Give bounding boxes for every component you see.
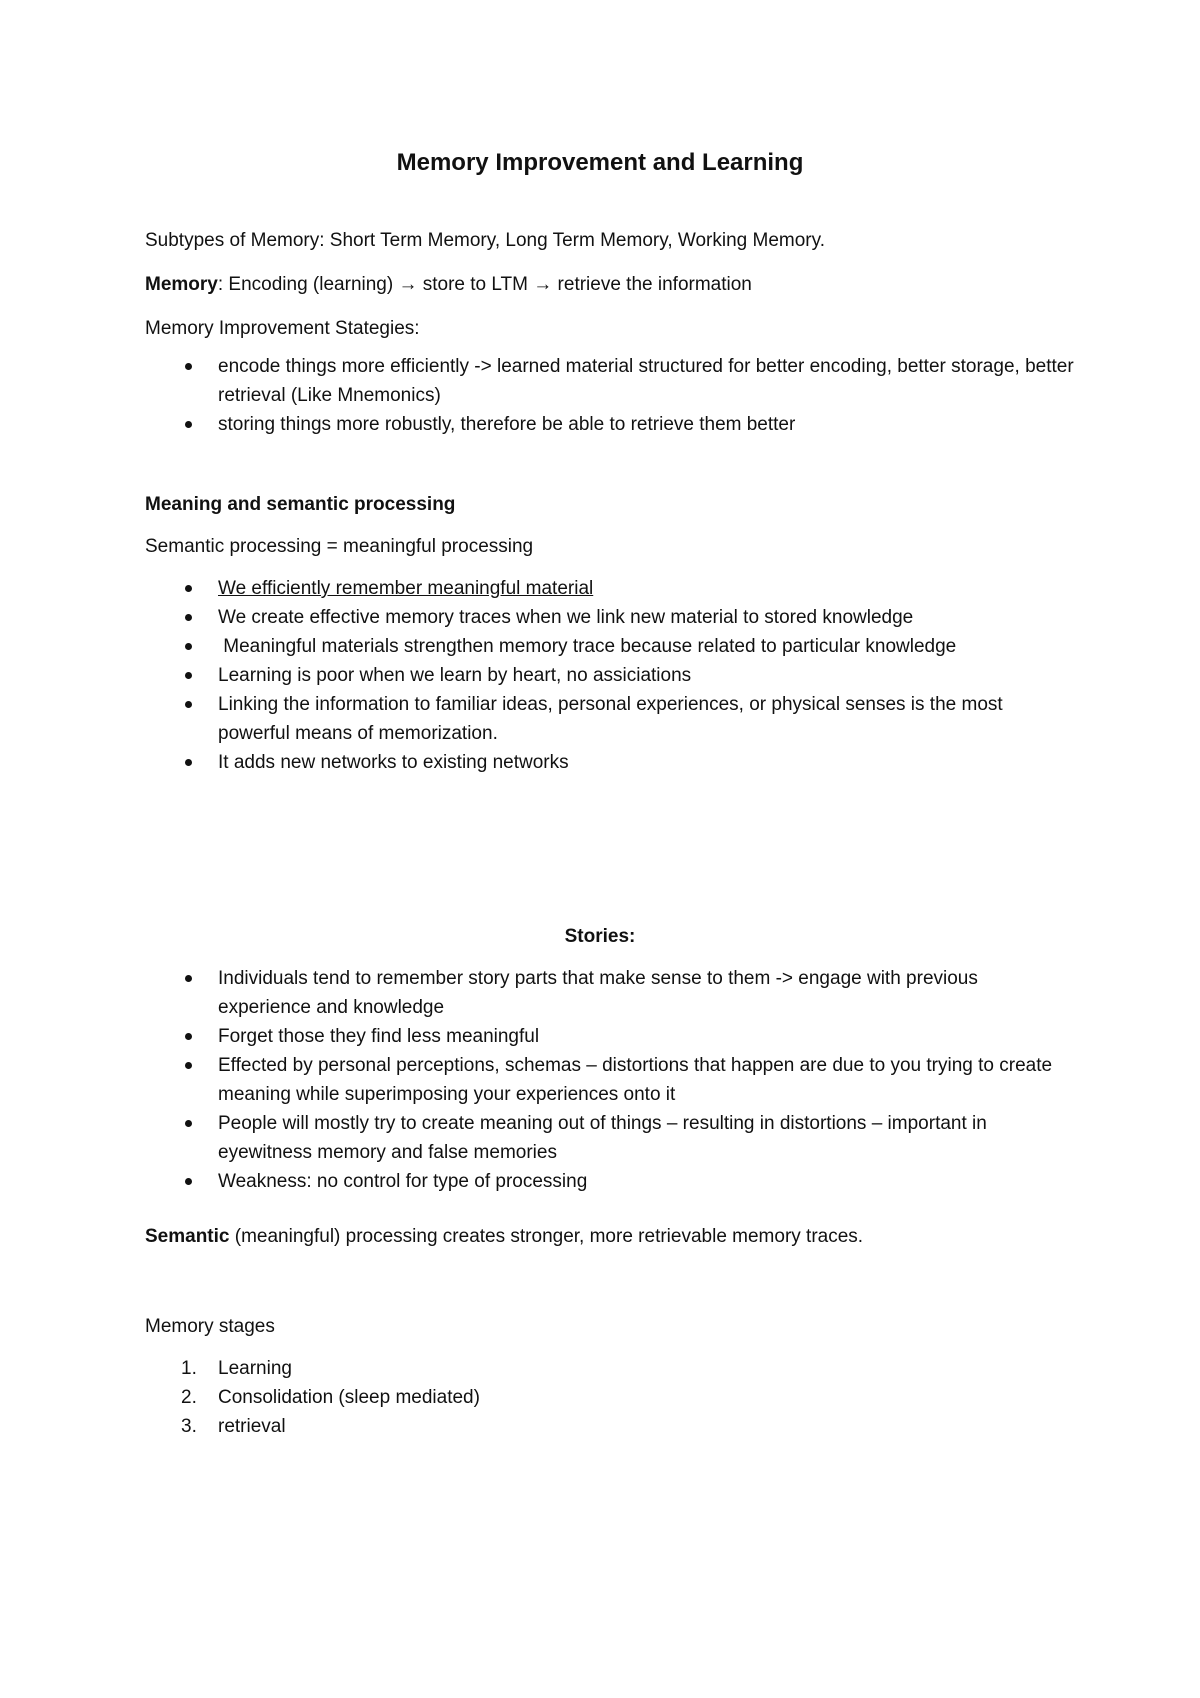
memory-step-retrieve: retrieve the information xyxy=(557,274,752,295)
memory-label: Memory xyxy=(145,274,218,295)
document-title: Memory Improvement and Learning xyxy=(396,149,804,176)
bullet-icon xyxy=(185,1178,192,1185)
strategies-heading: Memory Improvement Stategies: xyxy=(145,318,420,339)
semantic-heading: Meaning and semantic processing xyxy=(145,494,456,515)
semantic-summary xyxy=(145,1222,1075,1251)
bullet-icon xyxy=(185,363,192,370)
list-item: Linking the information to familiar ideas, personal experiences, or physical senses is the most powerful means of memorization. xyxy=(145,690,1075,748)
memory-step-encoding: Encoding (learning) xyxy=(228,274,394,295)
semantic-definition: Semantic processing = meaningful processing xyxy=(145,536,534,557)
bullet-icon xyxy=(185,975,192,982)
list-item: Forget those they find less meaningful xyxy=(145,1022,1075,1051)
list-item: We create effective memory traces when we link new material to stored knowledge xyxy=(145,603,1075,632)
bullet-icon xyxy=(185,1120,192,1127)
stages-heading: Memory stages xyxy=(145,1316,275,1337)
list-item: 1. Learning xyxy=(181,1358,292,1379)
strategies-list xyxy=(145,352,1075,439)
memory-colon: : xyxy=(217,274,229,295)
list-item: We efficiently remember meaningful material xyxy=(145,574,1075,603)
semantic-summary-bold: Semantic xyxy=(145,1226,230,1247)
list-item: Learning is poor when we learn by heart, no assiciations xyxy=(145,661,1075,690)
bullet-icon xyxy=(185,672,192,679)
bullet-icon xyxy=(185,421,192,428)
stages-list xyxy=(145,1354,1075,1441)
arrow-right-icon: → xyxy=(533,274,553,295)
memory-process-line xyxy=(145,270,1075,299)
list-item: 2. Consolidation (sleep mediated) xyxy=(181,1387,480,1408)
bullet-icon xyxy=(185,585,192,592)
semantic-points-list xyxy=(145,574,1075,777)
list-item: Effected by personal perceptions, schemas – distortions that happen are due to you trying to create meaning while superimposing your experiences onto it xyxy=(145,1051,1075,1109)
bullet-icon xyxy=(185,1033,192,1040)
list-item: Weakness: no control for type of processing xyxy=(145,1167,1075,1196)
memory-step-store: store to LTM xyxy=(422,274,528,295)
bullet-icon xyxy=(185,1062,192,1069)
list-item: storing things more robustly, therefore be able to retrieve them better xyxy=(145,410,1075,439)
list-item: 3. retrieval xyxy=(181,1416,286,1437)
list-item: People will mostly try to create meaning out of things – resulting in distortions – important in eyewitness memory and false memories xyxy=(145,1109,1075,1167)
list-item: Individuals tend to remember story parts that make sense to them -> engage with previous experience and knowledge xyxy=(145,964,1075,1022)
bullet-icon xyxy=(185,759,192,766)
subtypes-line: Subtypes of Memory: Short Term Memory, Long Term Memory, Working Memory. xyxy=(145,230,825,251)
list-item: It adds new networks to existing networks xyxy=(145,748,1075,777)
stories-heading: Stories: xyxy=(564,926,636,947)
bullet-icon xyxy=(185,643,192,650)
list-item: encode things more efficiently -> learned material structured for better encoding, better storage, better retrieval (Like Mnemonics) xyxy=(145,352,1075,410)
list-item: Meaningful materials strengthen memory trace because related to particular knowledge xyxy=(145,632,1075,661)
bullet-icon xyxy=(185,614,192,621)
bullet-icon xyxy=(185,701,192,708)
semantic-summary-rest: (meaningful) processing creates stronger, more retrievable memory traces. xyxy=(229,1226,864,1247)
stories-points-list xyxy=(145,964,1075,1196)
arrow-right-icon: → xyxy=(398,274,418,295)
